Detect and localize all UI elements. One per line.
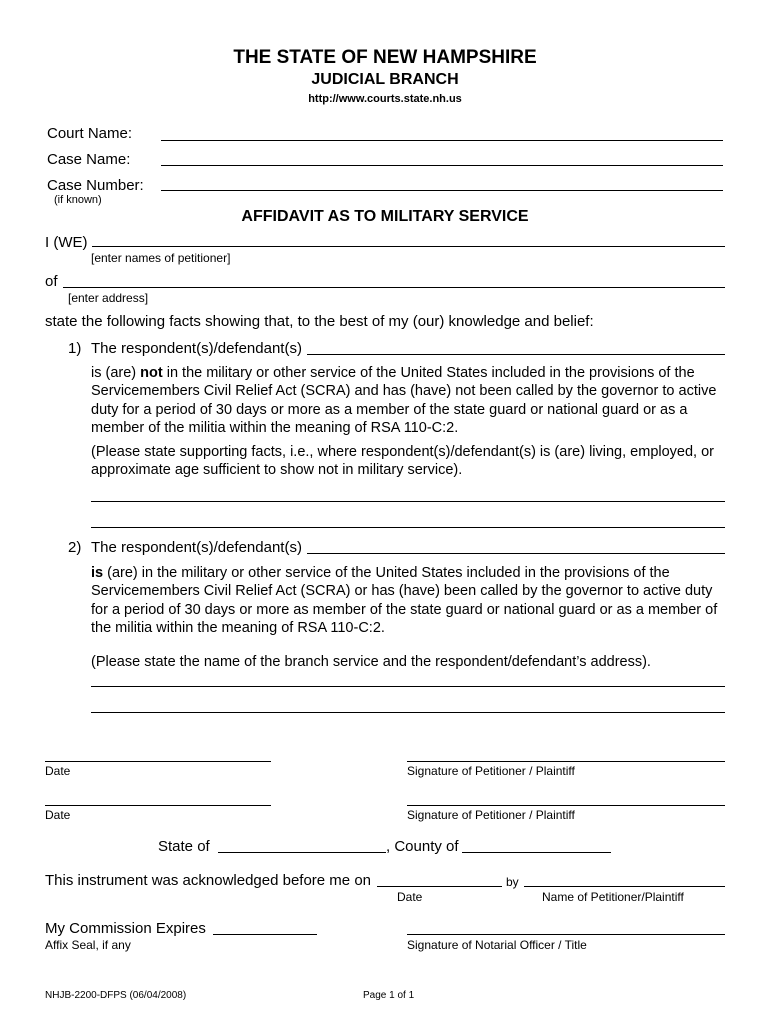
- petitioner-signature-field-2[interactable]: [407, 805, 725, 806]
- page-number: Page 1 of 1: [363, 990, 415, 1001]
- item1-number: 1): [68, 340, 82, 357]
- case-number-label: Case Number:: [47, 177, 144, 194]
- item1-note: (Please state supporting facts, i.e., where respondent(s)/defendant(s) is (are) living, employed, or approximate age sufficient to show not in military service).: [91, 444, 714, 479]
- item1-paragraph: is (are) not in the military or other service of the United States included in the provisions of the Servicemembers Civil Relief Act (SCRA) and has (have) not been called by the governor to active duty for a period of 30 days or more as a member of the state guard or national guard or as a member of the militia within the meaning of RSA 110-C:2.: [91, 365, 717, 436]
- case-number-field[interactable]: [161, 190, 723, 191]
- date-field-1[interactable]: [45, 761, 271, 762]
- document-subtitle: JUDICIAL BRANCH: [311, 71, 459, 88]
- by-label: by: [506, 875, 519, 889]
- item1-facts-field-2[interactable]: [91, 527, 725, 528]
- item2-details-field-1[interactable]: [91, 686, 725, 687]
- acknowledged-label: This instrument was acknowledged before me on: [45, 872, 372, 889]
- county-of-label: , County of: [386, 838, 459, 855]
- petitioner-signature-field-1[interactable]: [407, 761, 725, 762]
- acknowledged-date-field[interactable]: [377, 886, 502, 887]
- court-name-label: Court Name:: [47, 125, 133, 142]
- item1-facts-field-1[interactable]: [91, 501, 725, 502]
- county-field[interactable]: [462, 852, 611, 853]
- commission-label: My Commission Expires: [45, 920, 206, 937]
- acknowledged-name-field[interactable]: [524, 886, 725, 887]
- item2-paragraph: is (are) in the military or other service of the United States included in the provisions of the Servicemembers Civil Relief Act (SCRA) or has (have) been called by the governor to active duty for a period of 30 days or more as member of the state guard or national guard or as a member of the militia within the meaning of RSA 110-C:2.: [91, 565, 718, 636]
- court-url: http://www.courts.state.nh.us: [308, 93, 462, 105]
- document-title: THE STATE OF NEW HAMPSHIRE: [233, 47, 537, 68]
- acknowledged-name-label: Name of Petitioner/Plaintiff: [542, 890, 684, 904]
- petitioner-signature-label-1: Signature of Petitioner / Plaintiff: [407, 764, 575, 778]
- address-hint: [enter address]: [68, 291, 149, 305]
- case-name-label: Case Name:: [47, 151, 131, 168]
- form-id: NHJB-2200-DFPS (06/04/2008): [45, 990, 187, 1001]
- item2-note: (Please state the name of the branch service and the respondent/defendant’s address).: [91, 654, 651, 670]
- case-name-field[interactable]: [161, 165, 723, 166]
- item2-details-field-2[interactable]: [91, 712, 725, 713]
- item2-number: 2): [68, 539, 82, 556]
- acknowledged-date-label: Date: [397, 890, 423, 904]
- item1-label: The respondent(s)/defendant(s): [91, 340, 302, 357]
- item2-respondent-field[interactable]: [307, 553, 725, 554]
- petitioner-names-field[interactable]: [92, 246, 725, 247]
- item1-respondent-field[interactable]: [307, 354, 725, 355]
- item2-label: The respondent(s)/defendant(s): [91, 539, 302, 556]
- petitioner-label: I (WE): [45, 234, 88, 251]
- date-field-2[interactable]: [45, 805, 271, 806]
- notarial-signature-field[interactable]: [407, 934, 725, 935]
- date-label-2: Date: [45, 808, 71, 822]
- notarial-signature-label: Signature of Notarial Officer / Title: [407, 938, 587, 952]
- state-field[interactable]: [218, 852, 386, 853]
- if-known-hint: (if known): [54, 194, 102, 206]
- date-label-1: Date: [45, 764, 71, 778]
- state-of-label: State of: [158, 838, 210, 855]
- intro-statement: state the following facts showing that, to the best of my (our) knowledge and belief:: [45, 313, 594, 330]
- commission-expires-field[interactable]: [213, 934, 317, 935]
- address-field[interactable]: [63, 287, 725, 288]
- affix-seal-label: Affix Seal, if any: [45, 938, 131, 952]
- form-title: AFFIDAVIT AS TO MILITARY SERVICE: [241, 208, 529, 225]
- court-name-field[interactable]: [161, 140, 723, 141]
- address-label: of: [45, 273, 58, 290]
- petitioner-hint: [enter names of petitioner]: [91, 251, 231, 265]
- petitioner-signature-label-2: Signature of Petitioner / Plaintiff: [407, 808, 575, 822]
